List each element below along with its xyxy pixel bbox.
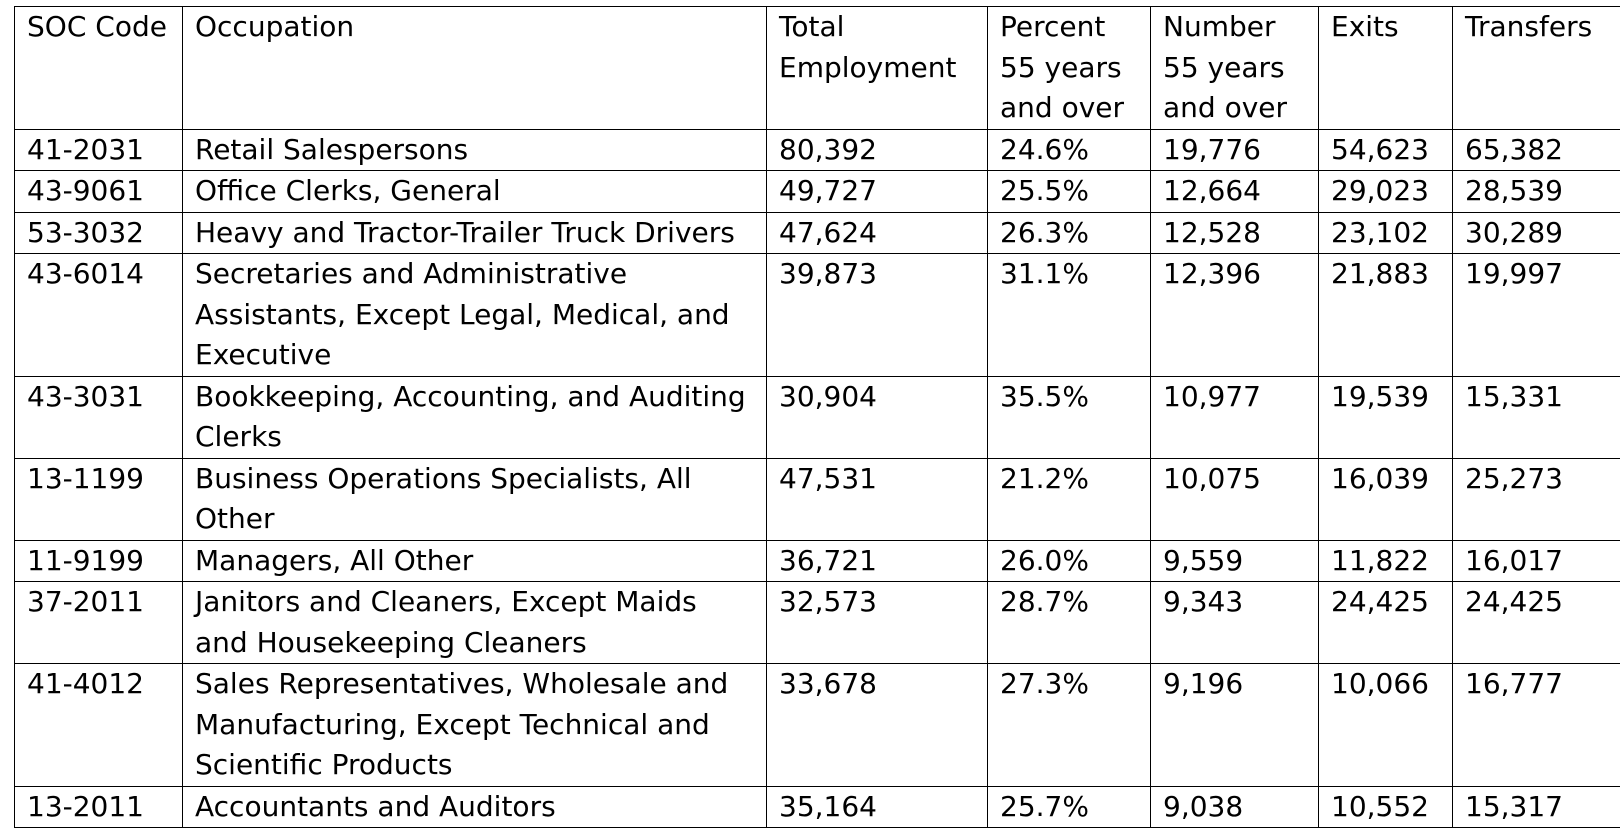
cell-number-55-over: 9,196 (1151, 664, 1319, 787)
cell-occupation: Bookkeeping, Accounting, and Auditing Clerks (183, 376, 767, 458)
cell-number-55-over: 12,664 (1151, 171, 1319, 213)
cell-soc-code: 43-9061 (15, 171, 183, 213)
cell-soc-code: 13-1199 (15, 458, 183, 540)
header-transfers: Transfers (1453, 7, 1620, 130)
cell-exits: 29,023 (1319, 171, 1453, 213)
cell-percent-55-over: 26.3% (988, 212, 1151, 254)
cell-transfers: 16,777 (1453, 664, 1620, 787)
cell-occupation: Retail Salespersons (183, 129, 767, 171)
cell-occupation: Office Clerks, General (183, 171, 767, 213)
cell-total-employment: 30,904 (767, 376, 988, 458)
cell-number-55-over: 12,528 (1151, 212, 1319, 254)
cell-occupation: Accountants and Auditors (183, 786, 767, 828)
cell-soc-code: 11-9199 (15, 540, 183, 582)
cell-total-employment: 47,624 (767, 212, 988, 254)
cell-soc-code: 37-2011 (15, 582, 183, 664)
table-row (15, 582, 1620, 664)
cell-transfers: 25,273 (1453, 458, 1620, 540)
occupation-table (14, 6, 1620, 828)
cell-percent-55-over: 26.0% (988, 540, 1151, 582)
cell-percent-55-over: 24.6% (988, 129, 1151, 171)
cell-total-employment: 47,531 (767, 458, 988, 540)
header-total-employment: Total Employment (767, 7, 988, 130)
cell-total-employment: 35,164 (767, 786, 988, 828)
table-row (15, 664, 1620, 787)
cell-exits: 10,552 (1319, 786, 1453, 828)
cell-transfers: 28,539 (1453, 171, 1620, 213)
cell-number-55-over: 10,075 (1151, 458, 1319, 540)
cell-number-55-over: 19,776 (1151, 129, 1319, 171)
header-soc-code: SOC Code (15, 7, 183, 130)
cell-transfers: 15,317 (1453, 786, 1620, 828)
cell-percent-55-over: 27.3% (988, 664, 1151, 787)
cell-number-55-over: 9,343 (1151, 582, 1319, 664)
cell-percent-55-over: 31.1% (988, 254, 1151, 377)
cell-transfers: 65,382 (1453, 129, 1620, 171)
table-row (15, 376, 1620, 458)
table-row (15, 786, 1620, 828)
cell-soc-code: 43-3031 (15, 376, 183, 458)
cell-number-55-over: 9,559 (1151, 540, 1319, 582)
cell-total-employment: 80,392 (767, 129, 988, 171)
cell-exits: 24,425 (1319, 582, 1453, 664)
cell-soc-code: 41-2031 (15, 129, 183, 171)
cell-percent-55-over: 28.7% (988, 582, 1151, 664)
cell-occupation: Janitors and Cleaners, Except Maids and Housekeeping Cleaners (183, 582, 767, 664)
cell-percent-55-over: 21.2% (988, 458, 1151, 540)
table-row (15, 458, 1620, 540)
table-row (15, 129, 1620, 171)
cell-percent-55-over: 25.7% (988, 786, 1151, 828)
cell-transfers: 15,331 (1453, 376, 1620, 458)
cell-occupation: Heavy and Tractor-Trailer Truck Drivers (183, 212, 767, 254)
cell-exits: 16,039 (1319, 458, 1453, 540)
cell-total-employment: 33,678 (767, 664, 988, 787)
cell-transfers: 24,425 (1453, 582, 1620, 664)
cell-occupation: Sales Representatives, Wholesale and Manufacturing, Except Technical and Scientific Products (183, 664, 767, 787)
cell-soc-code: 53-3032 (15, 212, 183, 254)
cell-occupation: Managers, All Other (183, 540, 767, 582)
cell-occupation: Business Operations Specialists, All Other (183, 458, 767, 540)
header-number-55-over: Number 55 years and over (1151, 7, 1319, 130)
cell-exits: 19,539 (1319, 376, 1453, 458)
cell-number-55-over: 9,038 (1151, 786, 1319, 828)
cell-transfers: 30,289 (1453, 212, 1620, 254)
table-row (15, 212, 1620, 254)
cell-soc-code: 43-6014 (15, 254, 183, 377)
cell-exits: 54,623 (1319, 129, 1453, 171)
cell-exits: 21,883 (1319, 254, 1453, 377)
cell-total-employment: 32,573 (767, 582, 988, 664)
cell-number-55-over: 12,396 (1151, 254, 1319, 377)
header-percent-55-over: Percent 55 years and over (988, 7, 1151, 130)
cell-soc-code: 13-2011 (15, 786, 183, 828)
cell-number-55-over: 10,977 (1151, 376, 1319, 458)
cell-total-employment: 49,727 (767, 171, 988, 213)
cell-percent-55-over: 25.5% (988, 171, 1151, 213)
header-exits: Exits (1319, 7, 1453, 130)
cell-percent-55-over: 35.5% (988, 376, 1151, 458)
header-row (15, 7, 1620, 130)
cell-occupation: Secretaries and Administrative Assistants, Except Legal, Medical, and Executive (183, 254, 767, 377)
cell-total-employment: 36,721 (767, 540, 988, 582)
cell-exits: 23,102 (1319, 212, 1453, 254)
table-row (15, 171, 1620, 213)
cell-transfers: 16,017 (1453, 540, 1620, 582)
table-row (15, 540, 1620, 582)
cell-exits: 11,822 (1319, 540, 1453, 582)
table-row (15, 254, 1620, 377)
header-occupation: Occupation (183, 7, 767, 130)
cell-total-employment: 39,873 (767, 254, 988, 377)
cell-exits: 10,066 (1319, 664, 1453, 787)
cell-soc-code: 41-4012 (15, 664, 183, 787)
cell-transfers: 19,997 (1453, 254, 1620, 377)
